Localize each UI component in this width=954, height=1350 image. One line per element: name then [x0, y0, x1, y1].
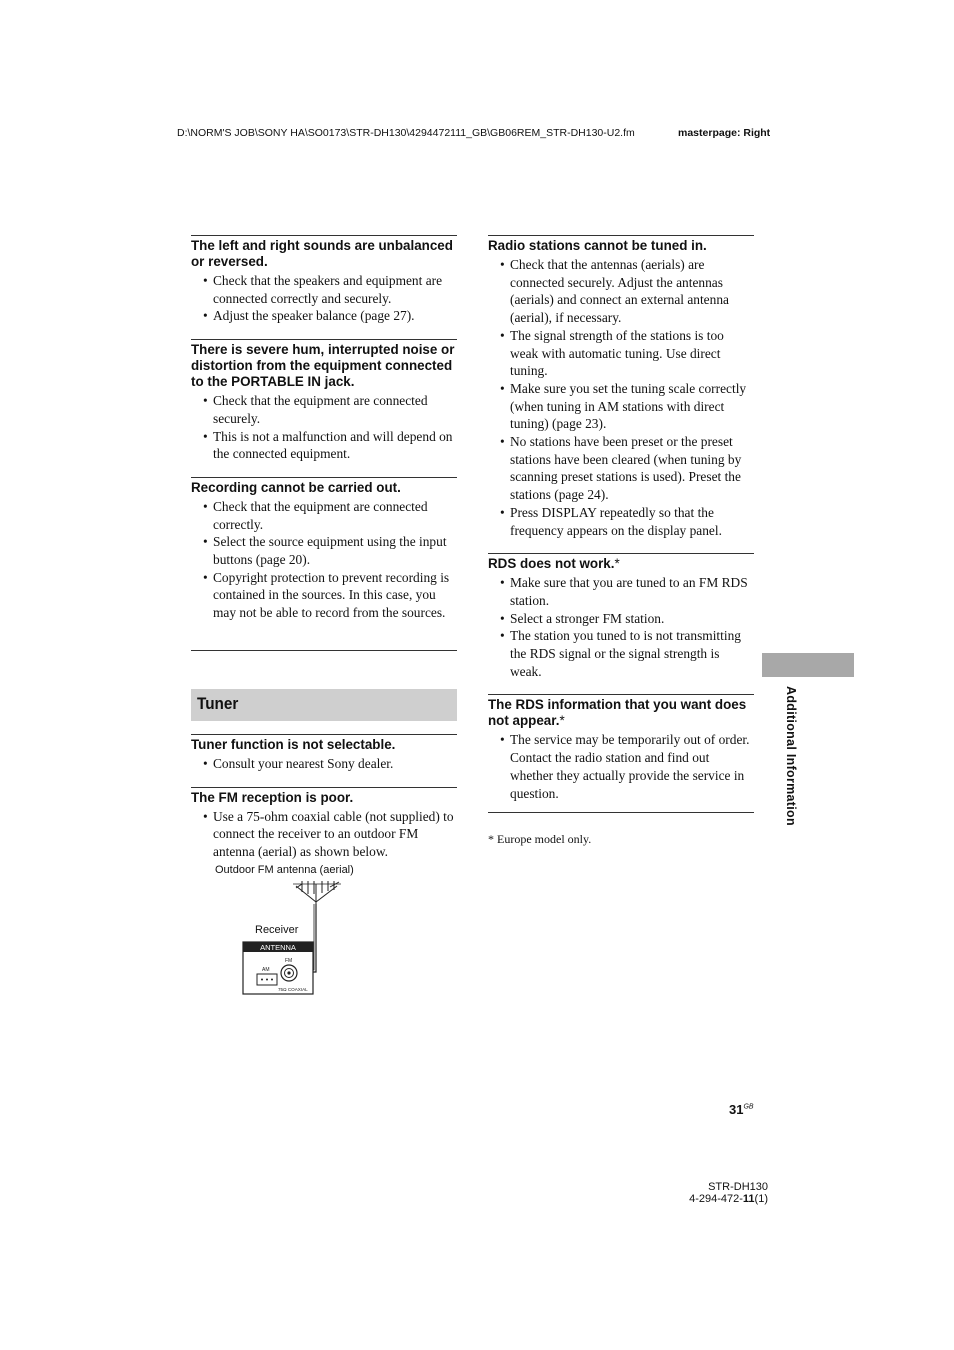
list-item: • This is not a malfunction and will depend on the connected equipment. [191, 428, 457, 463]
footnote: * Europe model only. [488, 832, 592, 846]
page-number-suffix: GB [743, 1103, 754, 1111]
list-item: • The station you tuned to is not transmitting the RDS signal or the signal strength is weak. [488, 627, 754, 680]
am-terminal-label: AM [262, 967, 270, 973]
list-item: • Make sure you set the tuning scale correctly (when tuning in AM stations with direct tuning) (page 23). [488, 380, 754, 433]
footnote-marker: * [559, 713, 565, 729]
model-code [689, 1193, 768, 1205]
figure-caption: Outdoor FM antenna (aerial) [215, 864, 354, 876]
right-column [488, 235, 754, 816]
bullet-list [488, 574, 754, 680]
list-item: • Consult your nearest Sony dealer. [191, 755, 457, 773]
section-heading-text: RDS does not work. [488, 556, 615, 572]
section-heading-text: The RDS information that you want does not appear. [488, 697, 747, 729]
model-code-bold: 11 [742, 1193, 755, 1205]
section-heading: There is severe hum, interrupted noise or distortion from the equipment connected to the PORTABLE IN jack. [191, 342, 455, 390]
bullet-list [488, 256, 754, 539]
list-item: • Select the source equipment using the input buttons (page 20). [191, 533, 457, 568]
list-item: • Press DISPLAY repeatedly so that the frequency appears on the display panel. [488, 504, 754, 539]
section-heading: The left and right sounds are unbalanced or reversed. [191, 238, 453, 269]
list-item: • No stations have been preset or the preset stations have been cleared (when tuning by scanning preset stations is used). Preset the stations (page 24). [488, 433, 754, 504]
troubleshoot-section [191, 734, 457, 773]
list-item: • The service may be temporarily out of order. Contact the radio station and find out whether they actually provide the service in question. [488, 731, 754, 802]
tuner-section-bar [191, 689, 457, 721]
chapter-tab [762, 653, 854, 677]
section-heading [488, 556, 754, 572]
list-item: • Check that the speakers and equipment are connected correctly and securely. [191, 272, 457, 307]
antenna-connection-diagram [240, 880, 350, 998]
list-item: • Check that the equipment are connected securely. [191, 392, 457, 427]
troubleshoot-section [191, 787, 457, 861]
outdoor-antenna-icon [293, 881, 341, 904]
troubleshoot-section [191, 339, 457, 463]
troubleshoot-section [488, 235, 754, 539]
section-divider [488, 812, 754, 813]
section-heading: Recording cannot be carried out. [191, 479, 401, 495]
model-name: STR-DH130 [708, 1181, 768, 1193]
list-item: • Use a 75-ohm coaxial cable (not supplied) to connect the receiver to an outdoor FM antenna (aerial) as shown below. [191, 808, 457, 861]
list-item: • Check that the equipment are connected correctly. [191, 498, 457, 533]
list-item: • Make sure that you are tuned to an FM RDS station. [488, 574, 754, 609]
bullet-list [488, 731, 754, 802]
chapter-tab-label: Additional Information [784, 686, 798, 826]
bullet-list [191, 272, 457, 325]
model-code-suffix: (1) [754, 1193, 768, 1205]
list-item: • Check that the antennas (aerials) are connected securely. Adjust the antennas (aerials) and connect an external antenna (aerial), if necessary. [488, 256, 754, 327]
list-item: • Copyright protection to prevent recording is contained in the sources. In this case, you may not be able to record from the sources. [191, 569, 457, 622]
bullet-list [191, 755, 457, 773]
bullet-list [191, 808, 457, 861]
bullet-list [191, 498, 457, 622]
fm-terminal-label: FM [285, 958, 293, 964]
troubleshoot-section [191, 235, 457, 325]
coaxial-terminal-label: 75Ω COAXIAL [278, 987, 308, 992]
antenna-panel-label: ANTENNA [260, 943, 296, 952]
model-info [689, 1181, 768, 1205]
section-heading-text: Radio stations cannot be tuned in. [488, 238, 707, 253]
list-item: • Adjust the speaker balance (page 27). [191, 307, 457, 325]
left-column [191, 235, 457, 636]
tuner-section-title: Tuner [197, 694, 239, 713]
troubleshoot-section [488, 553, 754, 680]
section-heading [488, 238, 754, 254]
header-masterpage: masterpage: Right [678, 127, 771, 139]
section-heading: The FM reception is poor. [191, 789, 354, 805]
page-number [729, 1102, 754, 1117]
list-item: • Select a stronger FM station. [488, 610, 754, 628]
page-number-value: 31 [729, 1102, 744, 1117]
figure-receiver-label: Receiver [255, 924, 299, 936]
model-code-prefix: 4-294-472- [689, 1193, 743, 1205]
bullet-list [191, 392, 457, 463]
footnote-marker: * [614, 556, 620, 572]
tuner-column [191, 734, 457, 875]
section-divider [191, 650, 457, 651]
header-file-path: D:\NORM'S JOB\SONY HA\SO0173\STR-DH130\4294472111_GB\GB06REM_STR-DH130-U2.fm [177, 127, 635, 139]
troubleshoot-section [191, 477, 457, 622]
section-heading: Tuner function is not selectable. [191, 737, 396, 752]
list-item: • The signal strength of the stations is too weak with automatic tuning. Use direct tuning. [488, 327, 754, 380]
troubleshoot-section [488, 694, 754, 802]
section-heading [488, 697, 754, 729]
receiver-antenna-panel [243, 942, 313, 994]
